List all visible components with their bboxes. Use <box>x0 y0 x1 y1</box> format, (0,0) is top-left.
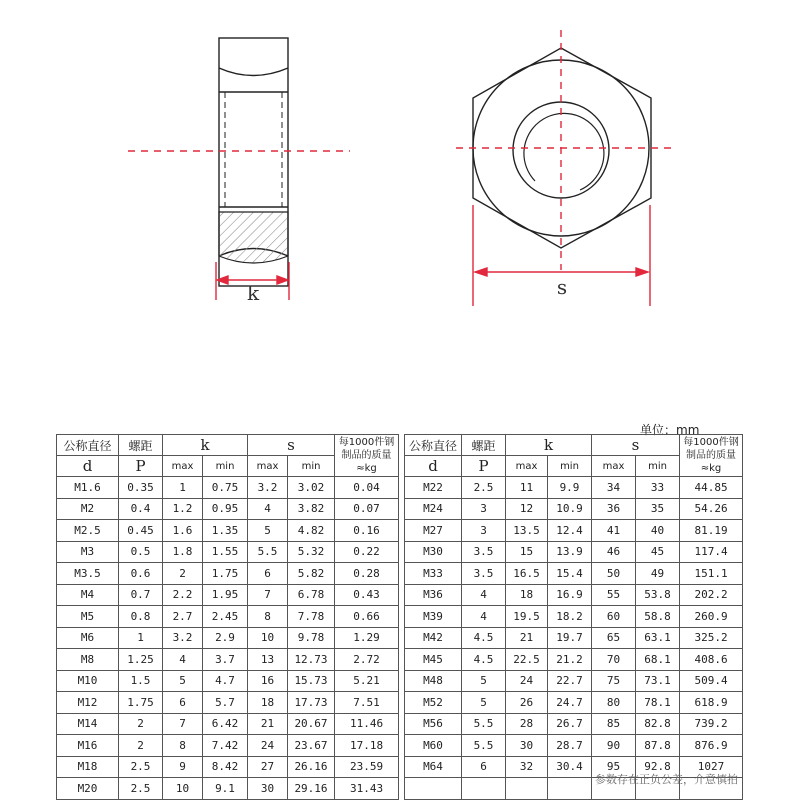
cell-size: M8 <box>57 649 119 671</box>
spec-table-left <box>56 434 399 800</box>
cell-pitch: 1.5 <box>119 670 163 692</box>
cell-size: M36 <box>405 584 462 606</box>
cell-pitch: 0.4 <box>119 498 163 520</box>
cell-mass: 1027 <box>680 756 743 778</box>
table-row <box>57 649 399 671</box>
cell-k-max: 7 <box>163 713 203 735</box>
cell-s-min: 20.67 <box>288 713 335 735</box>
cell-size: M20 <box>57 778 119 800</box>
cell-s-max: 50 <box>592 563 636 585</box>
cell-pitch: 4 <box>462 606 506 628</box>
cell-k-max: 3.2 <box>163 627 203 649</box>
cell-k-min: 16.9 <box>548 584 592 606</box>
cell-s-min: 82.8 <box>636 713 680 735</box>
cell-mass: 81.19 <box>680 520 743 542</box>
cell-k-min: 0.95 <box>203 498 248 520</box>
cell-mass: 739.2 <box>680 713 743 735</box>
cell-size: M6 <box>57 627 119 649</box>
cell-s-max: 16 <box>248 670 288 692</box>
cell-size: M60 <box>405 735 462 757</box>
tolerance-note: 参数存在正负公差，介意慎拍 <box>595 773 738 786</box>
table-row <box>57 692 399 714</box>
cell-k-max: 2 <box>163 563 203 585</box>
cell-s-max: 90 <box>592 735 636 757</box>
cell-s-max: 36 <box>592 498 636 520</box>
cell-mass: 11.46 <box>335 713 399 735</box>
cell-s-min: 29.16 <box>288 778 335 800</box>
cell-k-max: 1 <box>163 477 203 499</box>
cell-s-max: 80 <box>592 692 636 714</box>
header-nominal-diameter: 公称直径 <box>57 435 119 456</box>
table-row <box>57 606 399 628</box>
header-k-min: min <box>203 456 248 477</box>
cell-k-max: 1.6 <box>163 520 203 542</box>
cell-pitch: 5.5 <box>462 713 506 735</box>
header-mass-line1: 每1000件钢 <box>683 437 739 448</box>
cell-s-min: 5.82 <box>288 563 335 585</box>
header-s: s <box>248 435 335 456</box>
cell-s-max: 46 <box>592 541 636 563</box>
cell-s-max: 70 <box>592 649 636 671</box>
cell-pitch <box>462 778 506 800</box>
header-d: d <box>57 456 119 477</box>
header-mass <box>680 435 743 477</box>
cell-pitch: 3 <box>462 520 506 542</box>
table-row <box>405 477 743 499</box>
cell-k-max: 24 <box>506 670 548 692</box>
cell-s-max: 65 <box>592 627 636 649</box>
cell-k-min: 1.75 <box>203 563 248 585</box>
side-view-top-chamfer <box>219 68 288 76</box>
cell-size <box>405 778 462 800</box>
header-pitch: 螺距 <box>119 435 163 456</box>
cell-k-max: 26 <box>506 692 548 714</box>
table-row <box>57 670 399 692</box>
cell-pitch: 2 <box>119 713 163 735</box>
cell-k-max <box>506 778 548 800</box>
cell-s-min: 4.82 <box>288 520 335 542</box>
cell-mass: 202.2 <box>680 584 743 606</box>
s-arrow-right <box>636 268 648 276</box>
cell-s-min: 78.1 <box>636 692 680 714</box>
header-k-max: max <box>163 456 203 477</box>
table-row <box>57 778 399 800</box>
s-arrow-left <box>475 268 487 276</box>
cell-mass: 23.59 <box>335 756 399 778</box>
cell-mass: 0.22 <box>335 541 399 563</box>
cell-mass: 0.28 <box>335 563 399 585</box>
cell-s-max: 7 <box>248 584 288 606</box>
cell-s-max: 3.2 <box>248 477 288 499</box>
cell-size: M33 <box>405 563 462 585</box>
header-p: P <box>119 456 163 477</box>
cell-k-min: 9.1 <box>203 778 248 800</box>
cell-s-min: 6.78 <box>288 584 335 606</box>
cell-size: M39 <box>405 606 462 628</box>
cell-k-min: 18.2 <box>548 606 592 628</box>
cell-pitch: 0.45 <box>119 520 163 542</box>
cell-k-min: 30.4 <box>548 756 592 778</box>
table-row <box>405 692 743 714</box>
front-view-dimension <box>456 30 675 306</box>
table-row <box>405 713 743 735</box>
cell-s-max: 95 <box>592 756 636 778</box>
cell-pitch: 3 <box>462 498 506 520</box>
cell-k-min: 0.75 <box>203 477 248 499</box>
cell-k-min: 19.7 <box>548 627 592 649</box>
cell-s-max: 13 <box>248 649 288 671</box>
cell-pitch: 0.6 <box>119 563 163 585</box>
cell-s-min: 63.1 <box>636 627 680 649</box>
cell-s-max: 10 <box>248 627 288 649</box>
cell-k-min: 6.42 <box>203 713 248 735</box>
cell-s-min: 23.67 <box>288 735 335 757</box>
cell-k-max: 2.2 <box>163 584 203 606</box>
cell-k-max: 11 <box>506 477 548 499</box>
side-view <box>219 38 288 286</box>
table-row <box>405 584 743 606</box>
cell-s-min: 53.8 <box>636 584 680 606</box>
header-s-min: min <box>288 456 335 477</box>
cell-s-max: 4 <box>248 498 288 520</box>
table-row <box>57 477 399 499</box>
cell-s-max: 6 <box>248 563 288 585</box>
header-k: k <box>163 435 248 456</box>
cell-pitch: 0.35 <box>119 477 163 499</box>
cell-s-max: 60 <box>592 606 636 628</box>
cell-k-max: 1.8 <box>163 541 203 563</box>
header-k-min: min <box>548 456 592 477</box>
table-row <box>57 584 399 606</box>
table-row <box>405 498 743 520</box>
cell-pitch: 0.5 <box>119 541 163 563</box>
cell-k-min: 12.4 <box>548 520 592 542</box>
cell-s-min: 45 <box>636 541 680 563</box>
cell-k-min: 10.9 <box>548 498 592 520</box>
cell-k-min: 2.45 <box>203 606 248 628</box>
spec-table-left-body <box>57 435 399 800</box>
s-label: s <box>556 275 568 299</box>
header-mass <box>335 435 399 477</box>
cell-mass: 54.26 <box>680 498 743 520</box>
header-s-min: min <box>636 456 680 477</box>
cell-s-min: 26.16 <box>288 756 335 778</box>
cell-pitch: 3.5 <box>462 563 506 585</box>
cell-s-max: 85 <box>592 713 636 735</box>
cell-mass: 44.85 <box>680 477 743 499</box>
cell-mass: 117.4 <box>680 541 743 563</box>
cell-k-min <box>548 778 592 800</box>
cell-k-max: 9 <box>163 756 203 778</box>
cell-s-min: 92.8 <box>636 756 680 778</box>
cell-pitch: 4.5 <box>462 649 506 671</box>
cell-s-max: 75 <box>592 670 636 692</box>
table-row <box>405 606 743 628</box>
cell-size: M48 <box>405 670 462 692</box>
cell-k-min: 7.42 <box>203 735 248 757</box>
header-d: d <box>405 456 462 477</box>
header-pitch: 螺距 <box>462 435 506 456</box>
cell-s-max: 24 <box>248 735 288 757</box>
cell-pitch: 4.5 <box>462 627 506 649</box>
cell-size: M45 <box>405 649 462 671</box>
cell-s-min: 12.73 <box>288 649 335 671</box>
cell-pitch: 2.5 <box>462 477 506 499</box>
cell-mass: 876.9 <box>680 735 743 757</box>
cell-k-max: 8 <box>163 735 203 757</box>
cell-k-max: 2.7 <box>163 606 203 628</box>
cell-k-min: 3.7 <box>203 649 248 671</box>
k-label: k <box>246 281 260 305</box>
cell-k-max: 12 <box>506 498 548 520</box>
side-view-section-hatch <box>219 212 288 263</box>
cell-size: M1.6 <box>57 477 119 499</box>
cell-size: M64 <box>405 756 462 778</box>
cell-k-max: 28 <box>506 713 548 735</box>
cell-s-min: 3.82 <box>288 498 335 520</box>
cell-k-min: 13.9 <box>548 541 592 563</box>
header-k-max: max <box>506 456 548 477</box>
cell-mass: 0.16 <box>335 520 399 542</box>
cell-size: M12 <box>57 692 119 714</box>
cell-pitch: 1.75 <box>119 692 163 714</box>
cell-k-min: 1.35 <box>203 520 248 542</box>
cell-size: M18 <box>57 756 119 778</box>
header-nominal-diameter: 公称直径 <box>405 435 462 456</box>
cell-k-min: 9.9 <box>548 477 592 499</box>
cell-size: M22 <box>405 477 462 499</box>
cell-size: M52 <box>405 692 462 714</box>
cell-k-max: 32 <box>506 756 548 778</box>
cell-pitch: 5 <box>462 692 506 714</box>
cell-pitch: 2.5 <box>119 778 163 800</box>
table-row <box>405 563 743 585</box>
cell-mass: 0.43 <box>335 584 399 606</box>
header-mass-line3: ≈kg <box>356 463 377 474</box>
table-row <box>57 498 399 520</box>
cell-s-max: 27 <box>248 756 288 778</box>
cell-mass: 260.9 <box>680 606 743 628</box>
header-p: P <box>462 456 506 477</box>
cell-size: M24 <box>405 498 462 520</box>
cell-s-max: 34 <box>592 477 636 499</box>
cell-s-max: 8 <box>248 606 288 628</box>
cell-size: M3.5 <box>57 563 119 585</box>
table-row <box>57 541 399 563</box>
table-row <box>57 713 399 735</box>
cell-size: M5 <box>57 606 119 628</box>
cell-pitch: 4 <box>462 584 506 606</box>
header-s-max: max <box>248 456 288 477</box>
cell-k-max: 22.5 <box>506 649 548 671</box>
cell-mass: 618.9 <box>680 692 743 714</box>
spec-table-right <box>404 434 743 800</box>
cell-s-min: 15.73 <box>288 670 335 692</box>
cell-size: M10 <box>57 670 119 692</box>
spec-table-right-body <box>405 435 743 800</box>
cell-s-min: 87.8 <box>636 735 680 757</box>
table-row <box>405 541 743 563</box>
cell-s-min: 35 <box>636 498 680 520</box>
cell-s-max: 5 <box>248 520 288 542</box>
cell-mass: 151.1 <box>680 563 743 585</box>
cell-pitch: 2.5 <box>119 756 163 778</box>
cell-mass: 0.07 <box>335 498 399 520</box>
cell-k-max: 15 <box>506 541 548 563</box>
header-mass-line2: 制品的质量 <box>686 450 737 461</box>
table-row <box>405 649 743 671</box>
cell-size: M4 <box>57 584 119 606</box>
cell-k-min: 5.7 <box>203 692 248 714</box>
cell-k-min: 1.55 <box>203 541 248 563</box>
cell-s-max: 5.5 <box>248 541 288 563</box>
header-k: k <box>506 435 592 456</box>
cell-s-min: 49 <box>636 563 680 585</box>
cell-k-max: 21 <box>506 627 548 649</box>
cell-pitch: 3.5 <box>462 541 506 563</box>
cell-mass: 17.18 <box>335 735 399 757</box>
header-mass-line3: ≈kg <box>700 463 722 474</box>
table-row <box>57 520 399 542</box>
cell-k-min: 1.95 <box>203 584 248 606</box>
cell-k-max: 1.2 <box>163 498 203 520</box>
table-row <box>57 735 399 757</box>
table-row <box>405 670 743 692</box>
cell-s-min: 17.73 <box>288 692 335 714</box>
cell-mass: 325.2 <box>680 627 743 649</box>
cell-s-min: 5.32 <box>288 541 335 563</box>
cell-size: M30 <box>405 541 462 563</box>
cell-mass: 408.6 <box>680 649 743 671</box>
header-mass-line2: 制品的质量 <box>341 450 392 461</box>
header-s: s <box>592 435 680 456</box>
table-row <box>405 520 743 542</box>
cell-size: M27 <box>405 520 462 542</box>
header-mass-line1: 每1000件钢 <box>338 437 395 448</box>
cell-k-min: 4.7 <box>203 670 248 692</box>
cell-k-min: 21.2 <box>548 649 592 671</box>
table-row <box>57 756 399 778</box>
cell-pitch: 0.8 <box>119 606 163 628</box>
cell-s-max: 55 <box>592 584 636 606</box>
cell-s-max: 18 <box>248 692 288 714</box>
cell-s-min: 7.78 <box>288 606 335 628</box>
cell-k-min: 22.7 <box>548 670 592 692</box>
cell-pitch: 2 <box>119 735 163 757</box>
cell-pitch: 1.25 <box>119 649 163 671</box>
cell-k-max: 16.5 <box>506 563 548 585</box>
cell-mass: 2.72 <box>335 649 399 671</box>
cell-k-max: 6 <box>163 692 203 714</box>
cell-size: M2.5 <box>57 520 119 542</box>
front-view-thread-arc <box>524 113 604 190</box>
cell-size: M3 <box>57 541 119 563</box>
cell-mass: 1.29 <box>335 627 399 649</box>
unit-label: 单位：mm <box>640 423 700 437</box>
cell-k-max: 10 <box>163 778 203 800</box>
cell-size: M2 <box>57 498 119 520</box>
cell-s-min: 58.8 <box>636 606 680 628</box>
cell-pitch: 5 <box>462 670 506 692</box>
cell-mass: 7.51 <box>335 692 399 714</box>
cell-size: M16 <box>57 735 119 757</box>
table-row <box>57 627 399 649</box>
cell-mass: 509.4 <box>680 670 743 692</box>
cell-s-min: 33 <box>636 477 680 499</box>
cell-k-min: 26.7 <box>548 713 592 735</box>
cell-k-min: 8.42 <box>203 756 248 778</box>
cell-pitch: 1 <box>119 627 163 649</box>
table-row <box>405 735 743 757</box>
cell-s-max: 21 <box>248 713 288 735</box>
cell-k-max: 19.5 <box>506 606 548 628</box>
cell-s-min: 40 <box>636 520 680 542</box>
cell-pitch: 5.5 <box>462 735 506 757</box>
cell-s-max: 41 <box>592 520 636 542</box>
cell-k-max: 18 <box>506 584 548 606</box>
cell-size: M42 <box>405 627 462 649</box>
cell-pitch: 6 <box>462 756 506 778</box>
cell-k-max: 5 <box>163 670 203 692</box>
cell-k-min: 2.9 <box>203 627 248 649</box>
cell-s-min: 68.1 <box>636 649 680 671</box>
cell-k-max: 4 <box>163 649 203 671</box>
cell-mass: 0.04 <box>335 477 399 499</box>
cell-size: M56 <box>405 713 462 735</box>
cell-s-max: 30 <box>248 778 288 800</box>
cell-k-max: 30 <box>506 735 548 757</box>
cell-mass: 5.21 <box>335 670 399 692</box>
cell-k-min: 15.4 <box>548 563 592 585</box>
table-row <box>405 627 743 649</box>
cell-mass: 0.66 <box>335 606 399 628</box>
cell-k-max: 13.5 <box>506 520 548 542</box>
cell-k-min: 24.7 <box>548 692 592 714</box>
cell-mass: 31.43 <box>335 778 399 800</box>
cell-s-min: 9.78 <box>288 627 335 649</box>
table-row <box>57 563 399 585</box>
cell-k-min: 28.7 <box>548 735 592 757</box>
header-s-max: max <box>592 456 636 477</box>
cell-size: M14 <box>57 713 119 735</box>
cell-s-min: 73.1 <box>636 670 680 692</box>
cell-pitch: 0.7 <box>119 584 163 606</box>
cell-s-min: 3.02 <box>288 477 335 499</box>
k-arrow-right <box>277 276 288 284</box>
